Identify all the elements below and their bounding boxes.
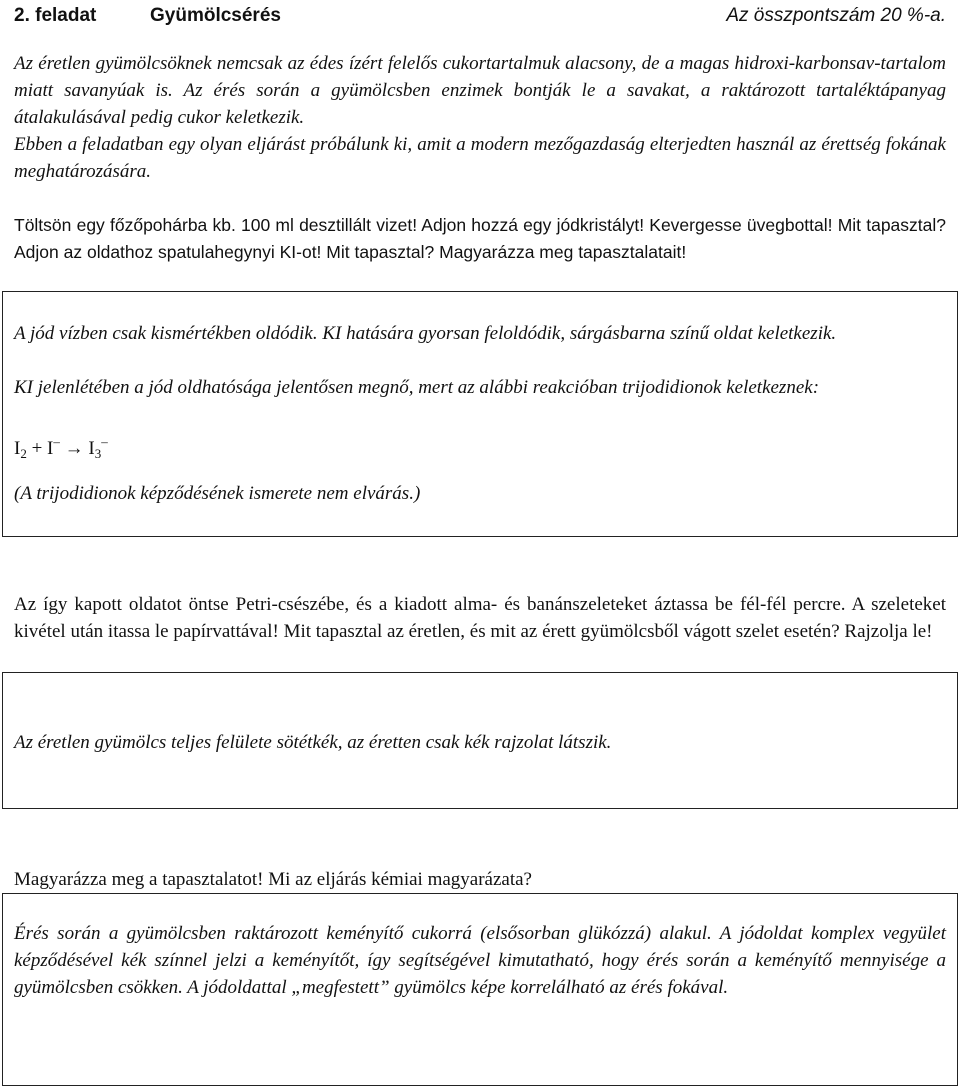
task-number: 2. feladat bbox=[14, 5, 97, 26]
intro-paragraph-1: Az éretlen gyümölcsöknek nemcsak az édes ízért felelős cukortartalmuk alacsony, de a magas hidroxi-karbonsav-tartalom miatt savanyúak is. Az érés során a gyümölcsben enzimek bontják le a savakat, a raktározott tartaléktápanyag átalakulásával pedig cukor keletkezik. bbox=[14, 53, 946, 128]
reaction-equation: $I_2 + I^- \to I_3^-$ bbox=[14, 434, 108, 461]
task-score: Az összpontszám 20 %-a. bbox=[726, 5, 946, 26]
answer-1-line-2: KI jelenlétében a jód oldhatósága jelentősen megnő, mert az alábbi reakcióban trijodidionok keletkeznek: bbox=[14, 377, 820, 398]
answer-1-line-1: A jód vízben csak kismértékben oldódik. KI hatására gyorsan feloldódik, sárgásbarna színű oldat keletkezik. bbox=[14, 323, 837, 344]
task-title: Gyümölcsérés bbox=[150, 5, 281, 26]
answer-3: Érés során a gyümölcsben raktározott keményítő cukorrá (elsősorban glükózzá) alakul. A jódoldat komplex vegyület képződésével kék színnel jelzi a keményítőt, így segítségével kimutatható, hogy érés során a keményítő mennyisége a gyümölcsben csökken. A jódoldattal „megfestett” gyümölcs képe korrelálható az érés fokával. bbox=[14, 923, 946, 998]
instruction-2: Az így kapott oldatot öntse Petri-csészébe, és a kiadott alma- és banánszeleteket áztassa be fél-fél percre. A szeleteket kivétel után itassa le papírvattával! Mit tapasztal az éretlen, és mit az érett gyümölcsből vágott szelet esetén? Rajzolja le! bbox=[14, 594, 946, 642]
instruction-1: Töltsön egy főzőpohárba kb. 100 ml desztillált vizet! Adjon hozzá egy jódkristályt! Kevergesse üvegbottal! Mit tapasztal? Adjon az oldathoz spatulahegynyi KI-ot! Mit tapasztal? Magyarázza meg tapasztalatait! bbox=[14, 215, 946, 262]
intro-paragraph-2: Ebben a feladatban egy olyan eljárást próbálunk ki, amit a modern mezőgazdaság elterjedten használ az érettség fokának meghatározására. bbox=[14, 134, 946, 182]
task-header bbox=[14, 4, 946, 28]
answer-1-note: (A trijodidionok képződésének ismerete nem elvárás.) bbox=[14, 483, 421, 504]
answer-2: Az éretlen gyümölcs teljes felülete sötétkék, az éretten csak kék rajzolat látszik. bbox=[14, 732, 612, 753]
instruction-3: Magyarázza meg a tapasztalatot! Mi az eljárás kémiai magyarázata? bbox=[14, 869, 532, 890]
